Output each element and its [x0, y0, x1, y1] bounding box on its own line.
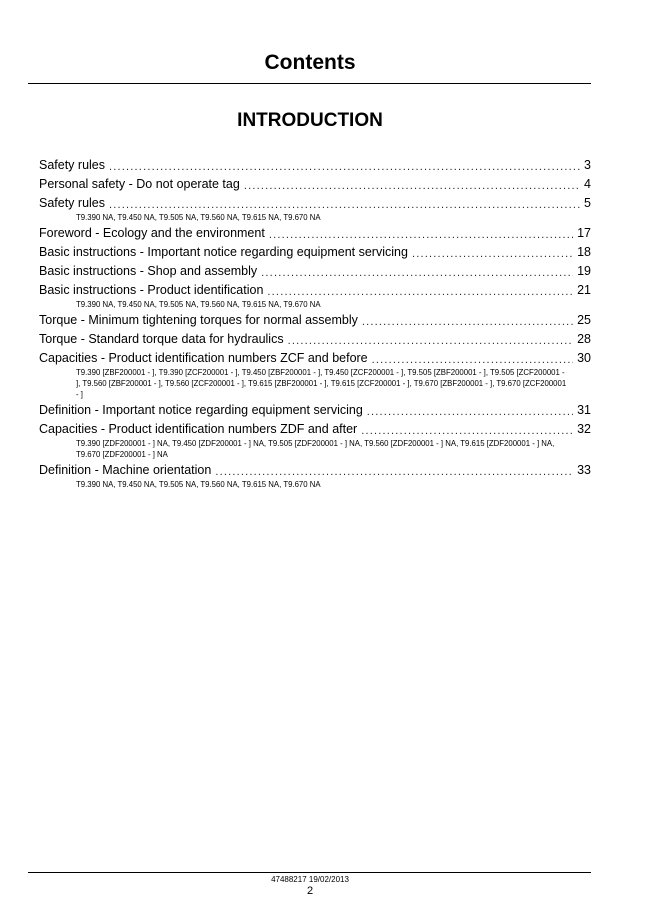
- toc-entry-page-number[interactable]: 19: [577, 264, 591, 278]
- page-title: Contents: [264, 51, 356, 74]
- toc-entry-line: [39, 176, 591, 193]
- toc-entry-title[interactable]: Basic instructions - Important notice regarding equipment servicing: [39, 245, 408, 259]
- toc-entry-page-number[interactable]: 30: [577, 351, 591, 365]
- toc-entry-page-number[interactable]: 31: [577, 403, 591, 417]
- title-divider: [28, 83, 591, 84]
- toc-entry[interactable]: [39, 244, 591, 261]
- dot-leader: [269, 228, 573, 242]
- dot-leader: [215, 465, 573, 479]
- toc-entry-line: [39, 157, 591, 174]
- toc-entry-title[interactable]: Safety rules: [39, 158, 106, 172]
- toc-entry-line: [39, 421, 591, 438]
- toc-entry-page-number[interactable]: 4: [584, 177, 591, 191]
- dot-leader: [109, 160, 580, 174]
- toc-entry-line: [39, 263, 591, 280]
- toc-entry-line: [39, 225, 591, 242]
- toc-entry-page-number[interactable]: 5: [584, 196, 591, 210]
- toc-entry-title[interactable]: Definition - Important notice regarding equipment servicing: [39, 403, 363, 417]
- dot-leader: [288, 334, 574, 348]
- toc-entry-line: [39, 331, 591, 348]
- footer-document-id: 47488217 19/02/2013: [271, 875, 349, 884]
- toc-entry-line: [39, 462, 591, 479]
- toc-entry-title[interactable]: Safety rules: [39, 196, 106, 210]
- toc-entry-title[interactable]: Torque - Minimum tightening torques for normal assembly: [39, 313, 358, 327]
- toc-entry-page-number[interactable]: 18: [577, 245, 591, 259]
- toc-entry-models: T9.390 NA, T9.450 NA, T9.505 NA, T9.560 NA, T9.615 NA, T9.670 NA: [76, 480, 321, 489]
- toc-entry[interactable]: [39, 225, 591, 242]
- toc-entry-page-number[interactable]: 32: [577, 422, 591, 436]
- toc-entry-title[interactable]: Capacities - Product identification numbers ZDF and after: [39, 422, 358, 436]
- toc-entry[interactable]: [39, 157, 591, 174]
- toc-entry-line: [39, 402, 591, 419]
- toc-entry-models: T9.390 [ZDF200001 - ] NA, T9.450 [ZDF200001 - ] NA, T9.505 [ZDF200001 - ] NA, T9.560 [ZDF200001 - ] NA, T9.615 [ZDF200001 - ] NA, T9.670 [ZDF200001 - ] NA: [76, 439, 555, 459]
- toc-entry[interactable]: [39, 195, 591, 223]
- toc-entry[interactable]: [39, 402, 591, 419]
- toc-entry[interactable]: [39, 462, 591, 490]
- toc-entry-page-number[interactable]: 21: [577, 283, 591, 297]
- dot-leader: [361, 424, 573, 438]
- dot-leader: [244, 179, 580, 193]
- toc-entry-line: [39, 244, 591, 261]
- toc-entry-title[interactable]: Personal safety - Do not operate tag: [39, 177, 240, 191]
- section-heading: INTRODUCTION: [237, 110, 383, 131]
- toc-entry-title[interactable]: Foreword - Ecology and the environment: [39, 226, 265, 240]
- toc-entry-title[interactable]: Basic instructions - Product identification: [39, 283, 264, 297]
- toc-entry-page-number[interactable]: 33: [577, 463, 591, 477]
- toc-entry-page-number[interactable]: 17: [577, 226, 591, 240]
- toc-entry-title[interactable]: Torque - Standard torque data for hydraulics: [39, 332, 284, 346]
- toc-entry-page-number[interactable]: 25: [577, 313, 591, 327]
- toc-entry-title[interactable]: Definition - Machine orientation: [39, 463, 212, 477]
- toc-entry-models: T9.390 NA, T9.450 NA, T9.505 NA, T9.560 NA, T9.615 NA, T9.670 NA: [76, 213, 321, 222]
- toc-entry-title[interactable]: Basic instructions - Shop and assembly: [39, 264, 258, 278]
- toc-entry-page-number[interactable]: 3: [584, 158, 591, 172]
- dot-leader: [362, 315, 573, 329]
- toc-entry[interactable]: [39, 312, 591, 329]
- toc-entry[interactable]: [39, 421, 591, 460]
- dot-leader: [367, 405, 573, 419]
- toc-entry-models: T9.390 [ZBF200001 - ], T9.390 [ZCF200001 - ], T9.450 [ZBF200001 - ], T9.450 [ZCF200001 - ], T9.505 [ZBF200001 - ], T9.505 [ZCF200001 - ], T9.560 [ZBF200001 - ], T9.560 [ZCF200001 - ], T9.615 [ZBF200001 - ], T9.615 [ZCF200001 - ], T9.670 [ZBF200001 - ], T9.670 [ZCF200001 - ]: [76, 368, 567, 399]
- toc-entry[interactable]: [39, 176, 591, 193]
- dot-leader: [267, 285, 573, 299]
- toc-entry[interactable]: [39, 331, 591, 348]
- toc-entry[interactable]: [39, 350, 591, 400]
- dot-leader: [261, 266, 573, 280]
- toc-entry-title[interactable]: Capacities - Product identification numbers ZCF and before: [39, 351, 368, 365]
- dot-leader: [109, 198, 580, 212]
- toc-entry-line: [39, 350, 591, 367]
- toc-entry-line: [39, 195, 591, 212]
- dot-leader: [412, 247, 573, 261]
- toc-entry-models: T9.390 NA, T9.450 NA, T9.505 NA, T9.560 NA, T9.615 NA, T9.670 NA: [76, 300, 321, 309]
- toc-entry[interactable]: [39, 282, 591, 310]
- dot-leader: [372, 353, 573, 367]
- table-of-contents: [39, 157, 591, 492]
- toc-entry[interactable]: [39, 263, 591, 280]
- footer-page-number: 2: [306, 885, 314, 897]
- toc-entry-page-number[interactable]: 28: [577, 332, 591, 346]
- footer-divider: [28, 872, 591, 873]
- toc-entry-line: [39, 312, 591, 329]
- toc-entry-line: [39, 282, 591, 299]
